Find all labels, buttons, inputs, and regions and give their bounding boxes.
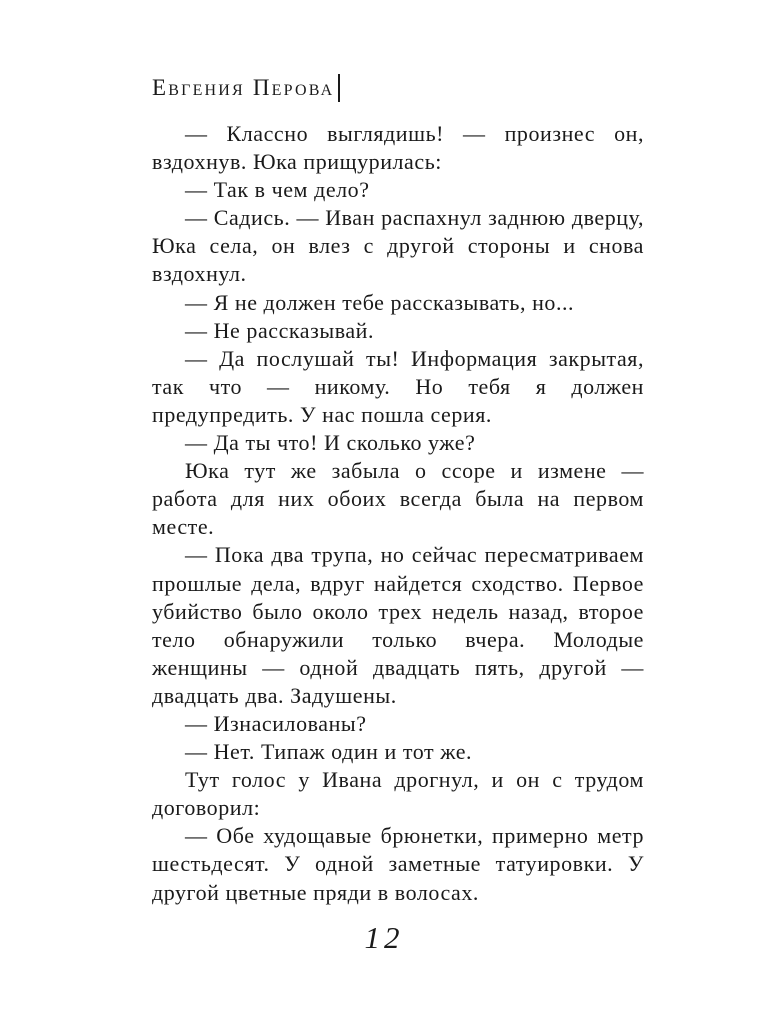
paragraph: — Да послушай ты! Информация закрытая, так что — никому. Но тебя я должен предупредить. У нас пошла серия. xyxy=(152,345,644,427)
author-name: Евгения Перова xyxy=(152,75,335,100)
paragraph: — Так в чем дело? xyxy=(185,177,370,203)
paragraph: — Пока два трупа, но сейчас пересматриваем прошлые дела, вдруг найдется сходство. Первое убийство было около трех недель назад, второе тело обнаружили только вчера. Молодые женщины — одной двадцать пять, другой — двадцать два. Задушены. xyxy=(152,542,644,708)
paragraph: Юка тут же забыла о ссоре и измене — работа для них обоих всегда была на первом месте. xyxy=(152,458,644,540)
page-number: 12 xyxy=(364,920,404,955)
paragraph: — Классно выглядишь! — произнес он, вздохнув. Юка прищурилась: xyxy=(152,121,644,175)
running-header xyxy=(152,74,340,102)
paragraph: — Я не должен тебе рассказывать, но... xyxy=(185,289,575,315)
paragraph: — Изнасилованы? xyxy=(185,710,367,736)
paragraph: Тут голос у Ивана дрогнул, и он с трудом договорил: xyxy=(152,767,644,821)
page-body xyxy=(152,120,644,907)
header-divider xyxy=(338,74,340,102)
paragraph: — Нет. Типаж один и тот же. xyxy=(185,739,473,765)
paragraph: — Садись. — Иван распахнул заднюю дверцу, Юка села, он влез с другой стороны и снова вздохнул. xyxy=(152,205,644,287)
paragraph: — Не рассказывай. xyxy=(185,317,375,343)
paragraph: — Да ты что! И сколько уже? xyxy=(185,430,476,456)
paragraph: — Обе худощавые брюнетки, примерно метр шестьдесят. У одной заметные татуировки. У другой цветные пряди в волосах. xyxy=(152,823,644,905)
